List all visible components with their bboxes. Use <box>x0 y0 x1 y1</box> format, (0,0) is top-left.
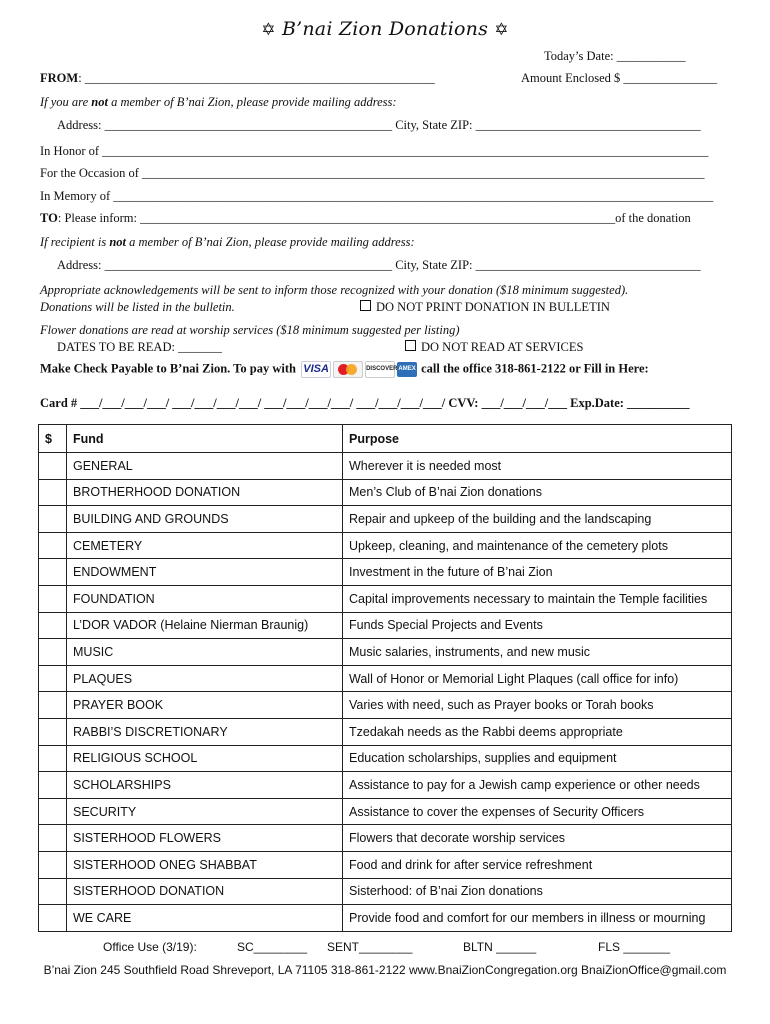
acknowledgement-note: Appropriate acknowledgements will be sent to inform those recognized with your donation ($18 minimum suggested). <box>40 283 629 297</box>
from-label: FROM <box>40 71 79 85</box>
fund-cell: FOUNDATION <box>67 585 343 612</box>
purpose-cell: Flowers that decorate worship services <box>343 825 732 852</box>
in-memory-field[interactable]: In Memory of ________________________________________________________________________________________________ <box>40 189 714 203</box>
fund-cell: SISTERHOOD FLOWERS <box>67 825 343 852</box>
table-row <box>39 585 732 612</box>
to-line: : Please inform: ____________________________________________________________________________of the donation <box>57 211 691 225</box>
dates-to-be-read-field[interactable]: DATES TO BE READ: _______ <box>57 340 222 354</box>
office-use-fls[interactable]: FLS _______ <box>598 940 671 954</box>
amount-cell[interactable] <box>39 532 67 559</box>
amount-cell[interactable] <box>39 851 67 878</box>
fund-cell: SISTERHOOD ONEG SHABBAT <box>67 851 343 878</box>
amount-cell[interactable] <box>39 639 67 666</box>
flower-note: Flower donations are read at worship services ($18 minimum suggested per listing) <box>40 323 460 337</box>
to-field[interactable] <box>40 211 691 226</box>
payable-text: Make Check Payable to B’nai Zion. To pay with <box>40 361 296 376</box>
fund-column-header: Fund <box>67 425 343 453</box>
table-row <box>39 532 732 559</box>
payment-line <box>40 361 649 378</box>
table-row <box>39 639 732 666</box>
amount-cell[interactable] <box>39 612 67 639</box>
fund-cell: WE CARE <box>67 905 343 932</box>
purpose-cell: Music salaries, instruments, and new music <box>343 639 732 666</box>
purpose-cell: Capital improvements necessary to maintain the Temple facilities <box>343 585 732 612</box>
table-row <box>39 851 732 878</box>
fund-cell: L’DOR VADOR (Helaine Nierman Braunig) <box>67 612 343 639</box>
purpose-cell: Upkeep, cleaning, and maintenance of the cemetery plots <box>343 532 732 559</box>
note-text: If you are <box>40 95 92 109</box>
table-row <box>39 665 732 692</box>
visa-logo-icon: VISA <box>301 361 331 378</box>
fund-cell: MUSIC <box>67 639 343 666</box>
purpose-cell: Wall of Honor or Memorial Light Plaques (call office for info) <box>343 665 732 692</box>
amount-cell[interactable] <box>39 453 67 480</box>
table-row <box>39 905 732 932</box>
footer-contact: B’nai Zion 245 Southfield Road Shreveport, LA 71105 318-861-2122 www.BnaiZionCongregation.org BnaiZionOffice@gmail.com <box>43 963 727 977</box>
amount-cell[interactable] <box>39 878 67 905</box>
mastercard-logo-icon <box>333 361 363 378</box>
amount-cell[interactable] <box>39 665 67 692</box>
purpose-cell: Provide food and comfort for our members in illness or mourning <box>343 905 732 932</box>
amount-cell[interactable] <box>39 825 67 852</box>
no-print-label: DO NOT PRINT DONATION IN BULLETIN <box>376 300 610 314</box>
title-text: B’nai Zion Donations <box>281 18 489 40</box>
recipient-note <box>40 235 415 250</box>
fund-cell: BROTHERHOOD DONATION <box>67 479 343 506</box>
amount-cell[interactable] <box>39 585 67 612</box>
table-row <box>39 612 732 639</box>
purpose-column-header: Purpose <box>343 425 732 453</box>
note-emphasis: not <box>109 235 126 249</box>
purpose-cell: Education scholarships, supplies and equipment <box>343 745 732 772</box>
purpose-cell: Men’s Club of B’nai Zion donations <box>343 479 732 506</box>
fund-cell: RABBI’S DISCRETIONARY <box>67 718 343 745</box>
table-row <box>39 825 732 852</box>
amount-cell[interactable] <box>39 905 67 932</box>
purpose-cell: Repair and upkeep of the building and the landscaping <box>343 506 732 533</box>
recipient-address-field[interactable]: Address: ______________________________________________ City, State ZIP: ____________________________________ <box>57 258 701 272</box>
call-office-text: call the office 318-861-2122 or Fill in Here: <box>421 361 649 376</box>
table-row <box>39 692 732 719</box>
fund-table <box>38 424 732 932</box>
to-label: TO <box>40 211 58 225</box>
no-read-label: DO NOT READ AT SERVICES <box>421 340 584 354</box>
todays-date-field[interactable]: Today’s Date: ___________ <box>544 49 686 63</box>
office-use-bltn[interactable]: BLTN ______ <box>463 940 537 954</box>
purpose-cell: Varies with need, such as Prayer books or Torah books <box>343 692 732 719</box>
fund-cell: SISTERHOOD DONATION <box>67 878 343 905</box>
amount-enclosed-field[interactable]: Amount Enclosed $ _______________ <box>521 71 718 85</box>
table-header-row <box>39 425 732 453</box>
no-print-checkbox[interactable] <box>360 300 610 315</box>
office-use-label: Office Use (3/19): <box>103 940 197 954</box>
table-row <box>39 718 732 745</box>
table-row <box>39 772 732 799</box>
table-row <box>39 559 732 586</box>
fund-cell: BUILDING AND GROUNDS <box>67 506 343 533</box>
bulletin-note: Donations will be listed in the bulletin. <box>40 300 235 314</box>
from-field[interactable] <box>40 71 435 86</box>
from-line: : ________________________________________________________ <box>78 71 435 85</box>
no-read-checkbox[interactable] <box>405 340 583 355</box>
purpose-cell: Wherever it is needed most <box>343 453 732 480</box>
note-text: If recipient is <box>40 235 110 249</box>
purpose-cell: Investment in the future of B’nai Zion <box>343 559 732 586</box>
fund-cell: GENERAL <box>67 453 343 480</box>
purpose-cell: Tzedakah needs as the Rabbi deems appropriate <box>343 718 732 745</box>
amount-cell[interactable] <box>39 718 67 745</box>
table-row <box>39 745 732 772</box>
fund-cell: SCHOLARSHIPS <box>67 772 343 799</box>
amount-cell[interactable] <box>39 506 67 533</box>
table-row <box>39 878 732 905</box>
table-row <box>39 479 732 506</box>
in-honor-field[interactable]: In Honor of _________________________________________________________________________________________________ <box>40 144 709 158</box>
amount-cell[interactable] <box>39 559 67 586</box>
card-logos <box>301 361 419 378</box>
purpose-cell: Assistance to pay for a Jewish camp experience or other needs <box>343 772 732 799</box>
fund-cell: RELIGIOUS SCHOOL <box>67 745 343 772</box>
occasion-field[interactable]: For the Occasion of __________________________________________________________________________________________ <box>40 166 705 180</box>
purpose-cell: Sisterhood: of B’nai Zion donations <box>343 878 732 905</box>
amount-cell[interactable] <box>39 479 67 506</box>
office-use-sent[interactable]: SENT________ <box>327 940 413 954</box>
fund-cell: ENDOWMENT <box>67 559 343 586</box>
table-row <box>39 453 732 480</box>
note-text: a member of B’nai Zion, please provide mailing address: <box>126 235 415 249</box>
page-title <box>0 18 770 40</box>
star-of-david-icon: ✡ <box>494 20 509 40</box>
purpose-cell: Assistance to cover the expenses of Security Officers <box>343 798 732 825</box>
office-use-sc[interactable]: SC________ <box>237 940 308 954</box>
card-number-field[interactable]: Card # ___/___/___/___/ ___/___/___/___/ ___/___/___/___/ ___/___/___/___/ CVV: ___/___/___/___ Exp.Date: __________ <box>40 396 690 410</box>
note-emphasis: not <box>91 95 108 109</box>
amount-cell[interactable] <box>39 692 67 719</box>
note-text: a member of B’nai Zion, please provide mailing address: <box>107 95 397 109</box>
purpose-cell: Funds Special Projects and Events <box>343 612 732 639</box>
checkbox-icon[interactable] <box>405 340 416 351</box>
amount-column-header: $ <box>39 425 67 453</box>
address-field[interactable]: Address: ______________________________________________ City, State ZIP: ____________________________________ <box>57 118 701 132</box>
checkbox-icon[interactable] <box>360 300 371 311</box>
amex-logo-icon: AMEX <box>397 362 417 377</box>
fund-cell: PLAQUES <box>67 665 343 692</box>
table-row <box>39 798 732 825</box>
fund-cell: CEMETERY <box>67 532 343 559</box>
discover-logo-icon: DISCOVER <box>365 361 395 378</box>
fund-cell: SECURITY <box>67 798 343 825</box>
amount-cell[interactable] <box>39 772 67 799</box>
amount-cell[interactable] <box>39 745 67 772</box>
fund-cell: PRAYER BOOK <box>67 692 343 719</box>
table-row <box>39 506 732 533</box>
amount-cell[interactable] <box>39 798 67 825</box>
nonmember-note <box>40 95 397 110</box>
star-of-david-icon: ✡ <box>261 20 276 40</box>
purpose-cell: Food and drink for after service refreshment <box>343 851 732 878</box>
